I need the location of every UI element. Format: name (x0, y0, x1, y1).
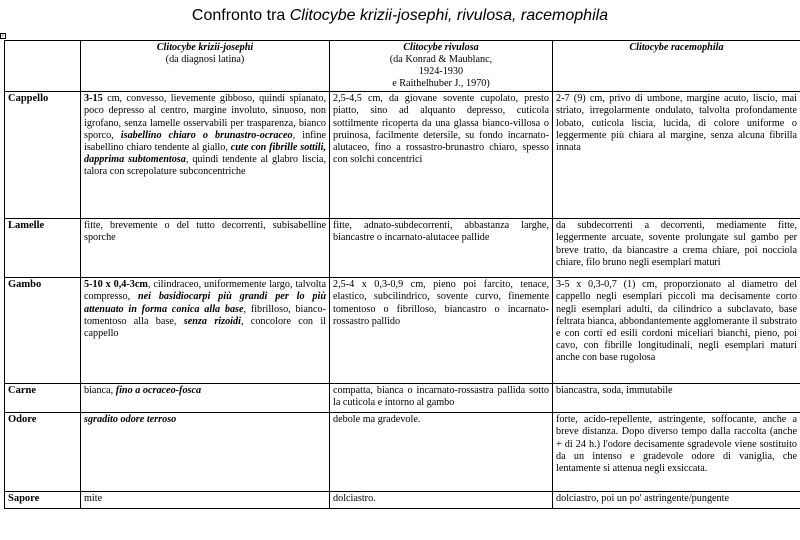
text-segment: senza rizoidi (183, 315, 241, 327)
text-segment: , quindi tendente al glabro liscia, talora con screpolature subconcentriche (84, 153, 326, 177)
text-segment: nei basidiocarpi più grandi per lo più attenuato in forma conica alla base (84, 291, 326, 315)
text-segment: sgradito odore terroso (84, 414, 177, 426)
table-row (5, 413, 800, 492)
rivulosa-cell: fitte, adnato-subdecorrenti, abbastanza larghe, biancastre o incarnato-alutacee pallide (330, 219, 553, 278)
racemophila-cell: 3-5 x 0,3-0,7 (1) cm, proporzionato al diametro del cappello negli esemplari piccoli ma decisamente corto negli esemplari adulti, da cilindrico a subclavato, base feltrata bianca, abbondantemente agglomerante il substrato e con corti ed esili cordoni miceliari bianchi, pieno, poi cavo, con fibrille longitudinali, negli esemplari maturi anche con base rugolosa (553, 278, 800, 384)
rivulosa-cell: compatta, bianca o incarnato-rossastra pallida sotto la cuticola e intorno al gambo (330, 384, 553, 413)
text-segment: , fibrilloso, bianco-tomentoso alla base, (84, 303, 326, 327)
row-label: Sapore (5, 492, 81, 509)
krizii-cell (81, 492, 330, 509)
text-segment: cute con fibrille sottili, dapprima subtomentosa (84, 141, 327, 165)
text-segment: cm, convesso, lievemente gibboso, quindi spianato, poco depresso al centro, margine involuto, sinuoso, non igrofano, senza lamelle osservabili per trasparenza, bianco sporco, (84, 93, 326, 141)
header-row (5, 41, 800, 92)
column-source: (da diagnosi latina) (165, 54, 245, 66)
table-move-handle-icon[interactable]: + (1, 34, 5, 40)
column-source: (da Konrad & Maublanc, 1924-1930 e Raithelhuber J., 1970) (389, 54, 493, 90)
text-segment: mite (84, 493, 103, 505)
row-label: Gambo (5, 278, 81, 384)
table-row (5, 92, 800, 219)
header-racemophila (553, 41, 800, 92)
row-label: Lamelle (5, 219, 81, 278)
table-row (5, 384, 800, 413)
krizii-cell (81, 384, 330, 413)
rivulosa-cell: dolciastro. (330, 492, 553, 509)
rivulosa-cell: 2,5-4 x 0,3-0,9 cm, pieno poi farcito, tenace, elastico, subcilindrico, sovente curvo, finemente tomentoso o fibrilloso, biancastro o incarnato-rossastro pallido (330, 278, 553, 384)
table-row (5, 219, 800, 278)
column-name: Clitocybe racemophila (629, 42, 724, 53)
racemophila-cell: da subdecorrenti a decorrenti, mediamente fitte, leggermente arcuate, sovente prolungate sul gambo per breve tratto, da biancastre a crema chiare, poi nocciola chiare, filo bruno negli esemplari maturi (553, 219, 800, 278)
text-segment: , cilindraceo, uniformemente largo, talvolta compresso, (84, 279, 326, 303)
title-prefix: Confronto tra (191, 7, 290, 24)
row-label: Carne (5, 384, 81, 413)
racemophila-cell: forte, acido-repellente, astringente, soffocante, anche a breve distanza. Dopo diverso tempo dalla raccolta (anche + di 24 h.) l'odore decisamente sgradevole viene sostituito da un intenso e gradevole odore di vaniglia, che lentamente si attenua negli exsiccata. (553, 413, 800, 492)
comparison-table (4, 40, 800, 509)
header-rivulosa (330, 41, 553, 92)
text-segment: , concolore con il cappello (84, 315, 326, 339)
text-segment: , infine isabellino chiaro tendente al giallo, (84, 129, 327, 153)
krizii-cell (81, 92, 330, 219)
table-row (5, 278, 800, 384)
header-krizii (81, 41, 330, 92)
row-label: Odore (5, 413, 81, 492)
krizii-cell (81, 413, 330, 492)
text-segment: fitte, brevemente o del tutto decorrenti, subisabelline sporche (84, 220, 326, 244)
text-segment: 5-10 x 0,4-3cm (84, 279, 148, 291)
column-name: Clitocybe rivulosa (403, 42, 479, 53)
rivulosa-cell: debole ma gradevole. (330, 413, 553, 492)
text-segment: 3-15 (84, 93, 103, 105)
table-row (5, 492, 800, 509)
text-segment: bianca, (84, 385, 116, 397)
text-segment: isabellino chiaro o brunastro-ocraceo (120, 129, 293, 141)
column-name: Clitocybe krizii-josephi (156, 42, 254, 53)
header-empty-cell (5, 41, 81, 92)
title-species: Clitocybe krizii-josephi, rivulosa, racemophila (289, 7, 609, 24)
racemophila-cell: dolciastro, poi un po' astringente/pungente (553, 492, 800, 509)
racemophila-cell: 2-7 (9) cm, privo di umbone, margine acuto, liscio, mai striato, irregolarmente ondulato, talvolta profondamente lobato, cuticola liscia, lucida, di colore uniforme o leggermente più chiara al margine, senza alcuna fibrilla innata (553, 92, 800, 219)
rivulosa-cell: 2,5-4,5 cm, da giovane sovente cupolato, presto piatto, sino ad alquanto depresso, cuticola sottilmente ricoperta da una glassa bianco-villosa o pruinosa, facilmente detersile, su fondo incarnato-alutaceo, fino a rossastro-brunastro chiaro, spesso con solchi concentrici (330, 92, 553, 219)
racemophila-cell: biancastra, soda, immutabile (553, 384, 800, 413)
krizii-cell (81, 278, 330, 384)
krizii-cell (81, 219, 330, 278)
row-label: Cappello (5, 92, 81, 219)
text-segment: fino a ocraceo-fosca (115, 385, 202, 397)
page-title (0, 6, 800, 26)
